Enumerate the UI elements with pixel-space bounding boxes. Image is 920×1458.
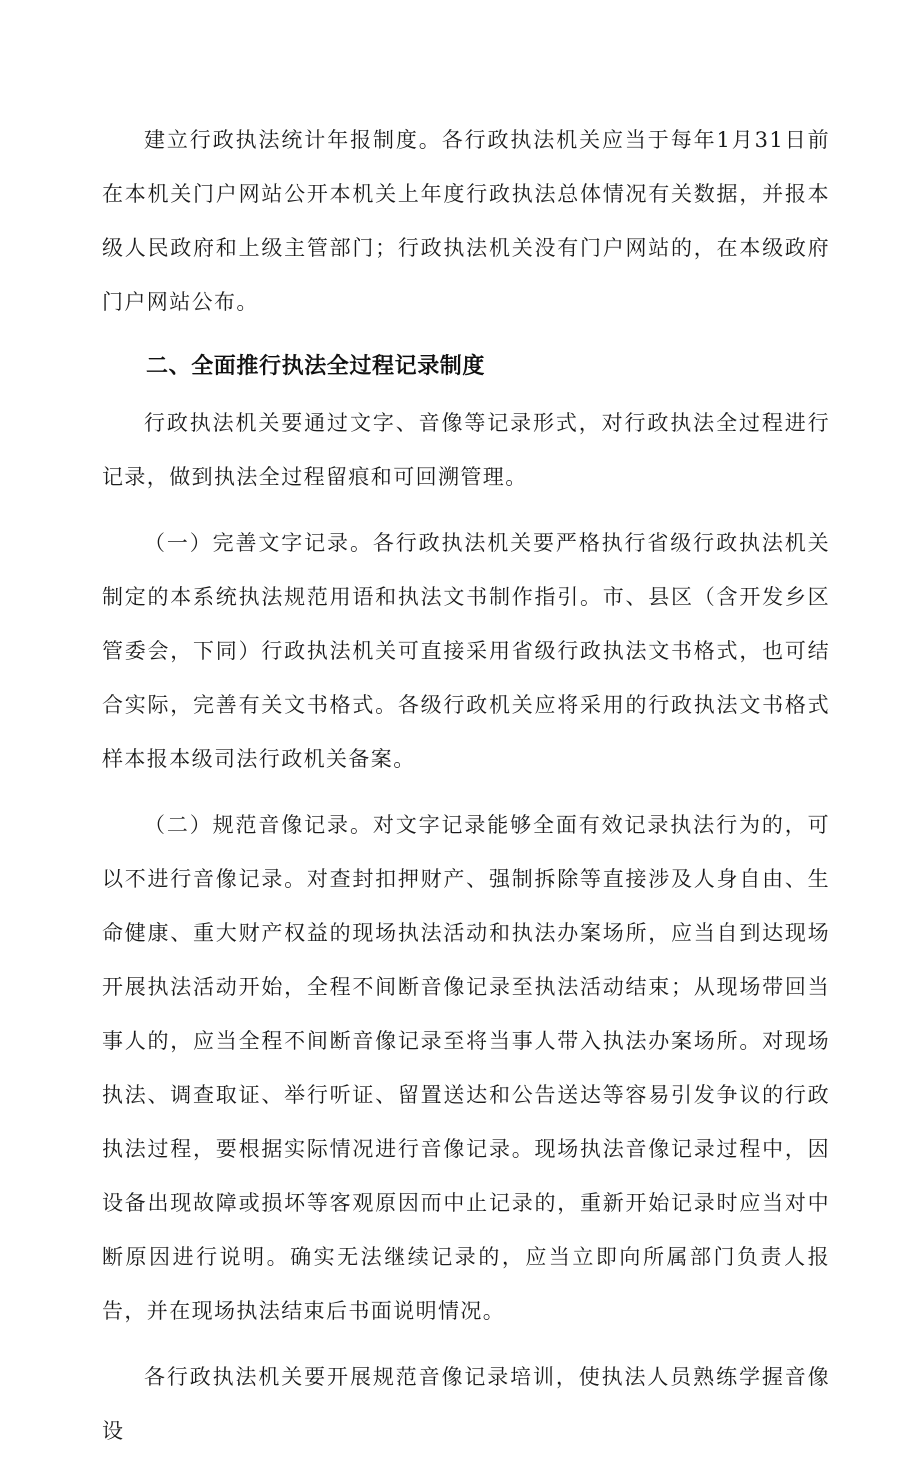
section-heading: 二、全面推行执法全过程记录制度	[146, 354, 486, 379]
paragraph-training: 各行政执法机关要开展规范音像记录培训，使执法人员熟练学握音像设	[102, 1365, 830, 1443]
paragraph-annual-report: 建立行政执法统计年报制度。各行政执法机关应当于每年1月31日前在本机关门户网站公开本机关上年度行政执法总体情况有关数据，并报本级人民政府和上级主管部门；行政执法机关没有门户网站的，在本级政府门户网站公布。	[102, 128, 830, 314]
paragraph-text-records: （一）完善文字记录。各行政执法机关要严格执行省级行政执法机关制定的本系统执法规范用语和执法文书制作指引。市、县区（含开发乡区管委会，下同）行政执法机关可直接采用省级行政执法文书格式，也可结合实际，完善有关文书格式。各级行政机关应将采用的行政执法文书格式样本报本级司法行政机关备案。	[102, 531, 830, 771]
document-body	[102, 113, 830, 1458]
paragraph-av-records: （二）规范音像记录。对文字记录能够全面有效记录执法行为的，可以不进行音像记录。对查封扣押财产、强制拆除等直接涉及人身自由、生命健康、重大财产权益的现场执法活动和执法办案场所，应当自到达现场开展执法活动开始，全程不间断音像记录至执法活动结束；从现场带回当事人的，应当全程不间断音像记录至将当事人带入执法办案场所。对现场执法、调查取证、举行听证、留置送达和公告送达等容易引发争议的行政执法过程，要根据实际情况进行音像记录。现场执法音像记录过程中，因设备出现故障或损坏等客观原因而中止记录的，重新开始记录时应当对中断原因进行说明。确实无法继续记录的，应当立即向所属部门负责人报告，并在现场执法结束后书面说明情况。	[102, 813, 830, 1323]
paragraph-record-forms: 行政执法机关要通过文字、音像等记录形式，对行政执法全过程进行记录，做到执法全过程留痕和可回溯管理。	[102, 411, 830, 489]
